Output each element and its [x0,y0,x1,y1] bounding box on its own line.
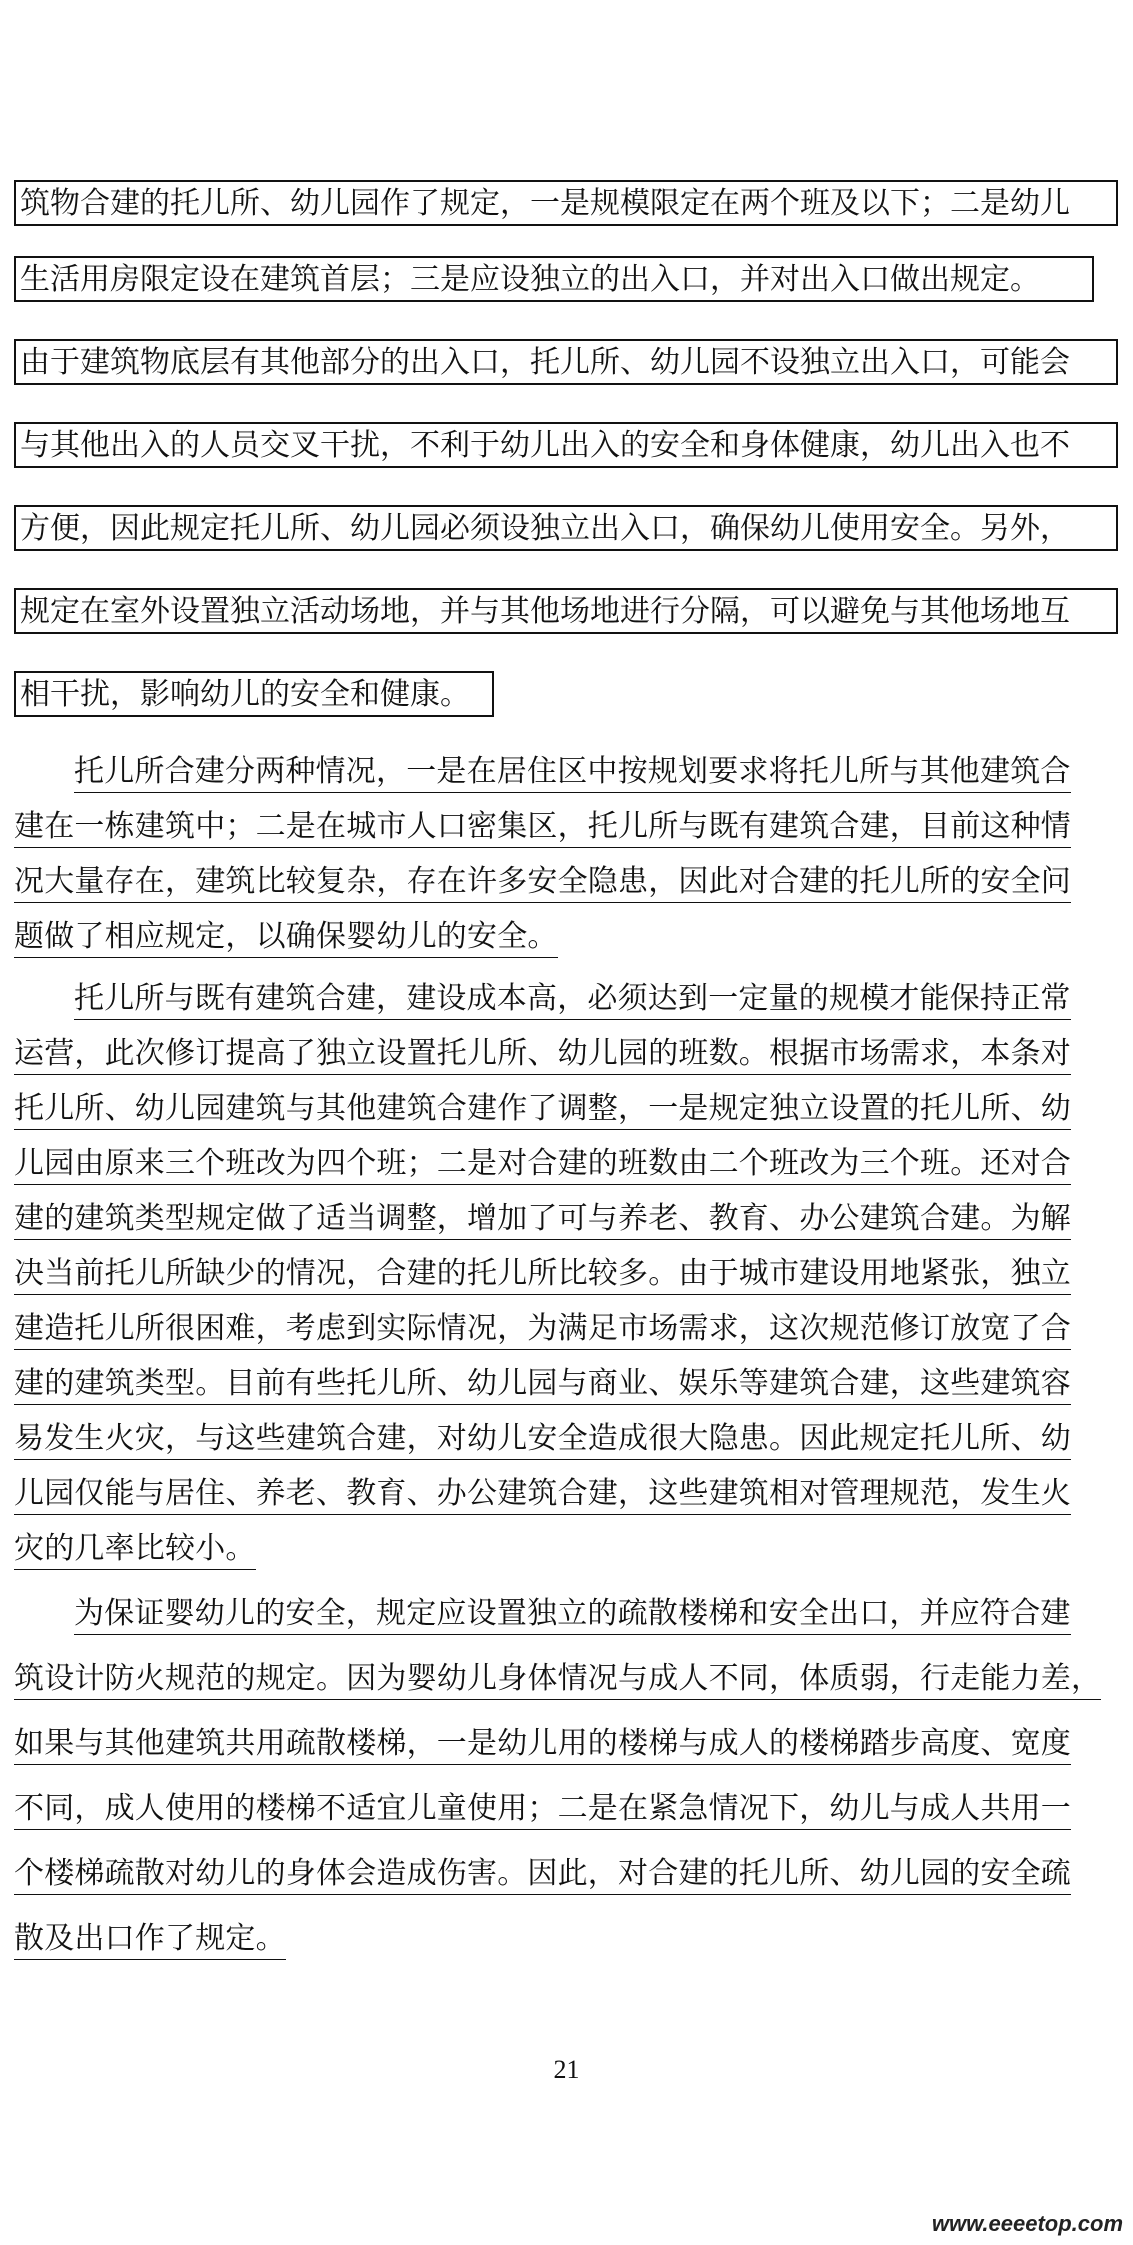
paragraph-line: 况大量存在，建筑比较复杂，存在许多安全隐患，因此对合建的托儿所的安全问 [14,862,1071,902]
paragraph-line: 建的建筑类型规定做了适当调整，增加了可与养老、教育、办公建筑合建。为解 [14,1199,1071,1239]
page-number: 21 [553,2055,580,2084]
paragraph-line: 个楼梯疏散对幼儿的身体会造成伤害。因此，对合建的托儿所、幼儿园的安全疏 [14,1854,1071,1894]
paragraph-line: 不同，成人使用的楼梯不适宜儿童使用；二是在紧急情况下，幼儿与成人共用一 [14,1789,1071,1829]
paragraph-line: 易发生火灾，与这些建筑合建，对幼儿安全造成很大隐患。因此规定托儿所、幼 [14,1419,1071,1459]
boxed-line: 相干扰，影响幼儿的安全和健康。 [14,671,494,717]
paragraph-line: 建造托儿所很困难，考虑到实际情况，为满足市场需求，这次规范修订放宽了合 [14,1309,1071,1349]
paragraph-line: 散及出口作了规定。 [14,1919,286,1959]
paragraph-line: 建在一栋建筑中；二是在城市人口密集区，托儿所与既有建筑合建，目前这种情 [14,807,1071,847]
paragraph-line: 托儿所合建分两种情况，一是在居住区中按规划要求将托儿所与其他建筑合 [74,752,1071,792]
paragraph-line: 题做了相应规定，以确保婴幼儿的安全。 [14,917,558,957]
boxed-line: 方便，因此规定托儿所、幼儿园必须设独立出入口，确保幼儿使用安全。另外， [14,505,1118,551]
boxed-line: 规定在室外设置独立活动场地，并与其他场地进行分隔，可以避免与其他场地互 [14,588,1118,634]
paragraph-line: 运营，此次修订提高了独立设置托儿所、幼儿园的班数。根据市场需求，本条对 [14,1034,1071,1074]
paragraph-line: 托儿所与既有建筑合建，建设成本高，必须达到一定量的规模才能保持正常 [74,979,1071,1019]
paragraph-line: 筑设计防火规范的规定。因为婴幼儿身体情况与成人不同，体质弱，行走能力差， [14,1659,1101,1699]
paragraph-line: 儿园仅能与居住、养老、教育、办公建筑合建，这些建筑相对管理规范，发生火 [14,1474,1071,1514]
paragraph-line: 如果与其他建筑共用疏散楼梯，一是幼儿用的楼梯与成人的楼梯踏步高度、宽度 [14,1724,1071,1764]
boxed-line: 由于建筑物底层有其他部分的出入口，托儿所、幼儿园不设独立出入口，可能会 [14,339,1118,385]
boxed-line: 生活用房限定设在建筑首层；三是应设独立的出入口，并对出入口做出规定。 [14,256,1094,302]
paragraph-line: 建的建筑类型。目前有些托儿所、幼儿园与商业、娱乐等建筑合建，这些建筑容 [14,1364,1071,1404]
paragraph-line: 为保证婴幼儿的安全，规定应设置独立的疏散楼梯和安全出口，并应符合建 [74,1594,1071,1634]
watermark: www.eeeetop.com [931,2211,1123,2236]
paragraph-line: 托儿所、幼儿园建筑与其他建筑合建作了调整，一是规定独立设置的托儿所、幼 [14,1089,1071,1129]
paragraph-line: 儿园由原来三个班改为四个班；二是对合建的班数由二个班改为三个班。还对合 [14,1144,1071,1184]
boxed-line: 与其他出入的人员交叉干扰，不利于幼儿出入的安全和身体健康，幼儿出入也不 [14,422,1118,468]
paragraph-line: 决当前托儿所缺少的情况，合建的托儿所比较多。由于城市建设用地紧张，独立 [14,1254,1071,1294]
boxed-line: 筑物合建的托儿所、幼儿园作了规定，一是规模限定在两个班及以下；二是幼儿 [14,180,1118,226]
paragraph-line: 灾的几率比较小。 [14,1529,256,1569]
